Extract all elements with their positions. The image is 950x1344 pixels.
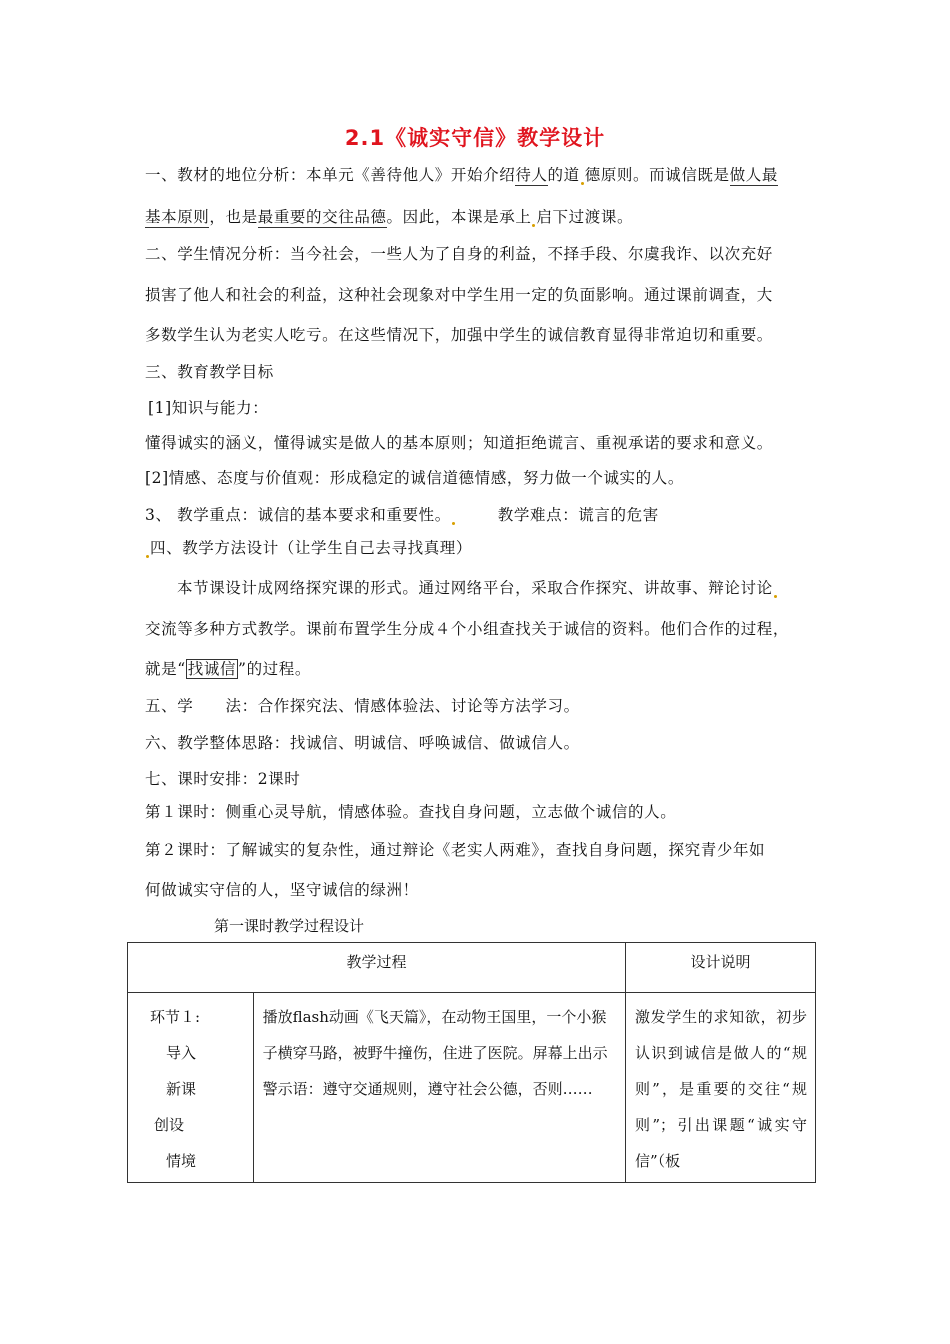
section-7-line: 七、课时安排：2课时 xyxy=(145,770,301,788)
stage-cell xyxy=(128,993,254,1183)
header-process: 教学过程 xyxy=(128,943,626,993)
s1-underline-1: 待人 xyxy=(515,166,548,184)
table-caption: 第一课时教学过程设计 xyxy=(214,917,365,935)
s4-text: 四、教学方法设计（让学生自己去寻找真理） xyxy=(150,539,473,557)
s4-last-post: ”的过程。 xyxy=(238,660,311,678)
table-row xyxy=(128,993,816,1183)
mark-dot xyxy=(774,595,777,598)
s1-underline-4: 最重要的交往品德 xyxy=(257,208,387,226)
mark-dot xyxy=(532,224,535,227)
s4-para-1: 本节课设计成网络探究课的形式。通过网络平台，采取合作探究、讲故事、辩论讨论 xyxy=(177,579,773,597)
s1-mid1: 的道 xyxy=(547,166,580,184)
lesson-1-line: 第１课时：侧重心灵导航，情感体验。查找自身问题，立志做个诚信的人。 xyxy=(145,803,677,821)
section-6-line: 六、教学整体思路：找诚信、明诚信、呼唤诚信、做诚信人。 xyxy=(145,734,580,752)
s1-underline-2: 做人最 xyxy=(729,166,778,184)
table-header-row xyxy=(128,943,816,993)
section-4-para-line-1 xyxy=(177,576,778,598)
section-5-line: 五、学 法：合作探究法、情感体验法、讨论等方法学习。 xyxy=(145,697,580,715)
header-note: 设计说明 xyxy=(625,943,815,993)
note-cell: 激发学生的求知欲，初步认识到诚信是做人的“规则”，是重要的交往“规则”；引出课题“诚实守信”（板 xyxy=(625,993,815,1183)
goal-1-text: 懂得诚实的涵义，懂得诚实是做人的基本原则；知道拒绝谎言、重视承诺的要求和意义。 xyxy=(145,434,773,452)
lesson-2-line-1: 第２课时：了解诚实的复杂性，通过辩论《老实人两难》，查找自身问题，探究青少年如 xyxy=(145,841,766,859)
section-1-line-2 xyxy=(145,205,633,227)
stage-line: 创设 xyxy=(154,1116,185,1134)
mark-dot xyxy=(581,182,584,185)
lesson-2-line-2: 何做诚实守信的人，坚守诚信的绿洲！ xyxy=(145,881,419,899)
section-1-line-1 xyxy=(145,163,778,185)
mark-dot xyxy=(452,522,455,525)
stage-line: 新课 xyxy=(166,1080,197,1098)
section-3-heading: 三、教育教学目标 xyxy=(145,363,274,381)
stage-line: 情境 xyxy=(166,1152,197,1170)
document-title: 2.1《诚实守信》教学设计 xyxy=(344,126,606,150)
section-2-line-1: 二、学生情况分析：当今社会，一些人为了自身的利益，不择手段、尔虞我诈、以次充好 xyxy=(145,245,773,263)
stage-label: 环节１: xyxy=(150,1008,201,1026)
section-4-para-line-2: 交流等多种方式教学。课前布置学生分成４个小组查找关于诚信的资料。他们合作的过程， xyxy=(145,620,790,638)
s1-underline-3: 基本原则 xyxy=(145,208,210,226)
process-cell: 播放flash动画《飞天篇》，在动物王国里，一个小猴子横穿马路，被野牛撞伤，住进了医院。屏幕上出示警示语：遵守交通规则，遵守社会公德，否则…… xyxy=(253,993,625,1183)
section-4-heading xyxy=(145,536,472,558)
s1-mid1b: 德原则。而诚信既是 xyxy=(584,166,730,184)
s1-mid3: 。因此，本课是承上 xyxy=(386,208,532,226)
key-point: 3、 教学重点：诚信的基本要求和重要性。 xyxy=(145,506,451,524)
s1-end: 启下过渡课。 xyxy=(536,208,634,226)
section-2-line-2: 损害了他人和社会的利益，这种社会现象对中学生用一定的负面影响。通过课前调查，大 xyxy=(145,286,773,304)
goal-2-text: [2]情感、态度与价值观：形成稳定的诚信道德情感，努力做一个诚实的人。 xyxy=(145,469,684,487)
boxed-term: 找诚信 xyxy=(187,660,237,678)
mark-dot xyxy=(146,555,149,558)
s1-prefix: 一、教材的地位分析：本单元《善待他人》开始介绍 xyxy=(145,166,516,184)
stage-line: 导入 xyxy=(166,1044,197,1062)
section-2-line-3: 多数学生认为老实人吃亏。在这些情况下，加强中学生的诚信教育显得非常迫切和重要。 xyxy=(145,326,773,344)
section-4-para-line-3 xyxy=(145,657,311,679)
lesson-process-table xyxy=(127,942,816,1183)
s1-mid2: ，也是 xyxy=(209,208,258,226)
difficulty-point: 教学难点：谎言的危害 xyxy=(497,506,659,524)
s4-last-pre: 就是“ xyxy=(145,660,186,678)
goal-1-label: [1]知识与能力： xyxy=(148,399,269,417)
key-points-line xyxy=(145,503,659,525)
